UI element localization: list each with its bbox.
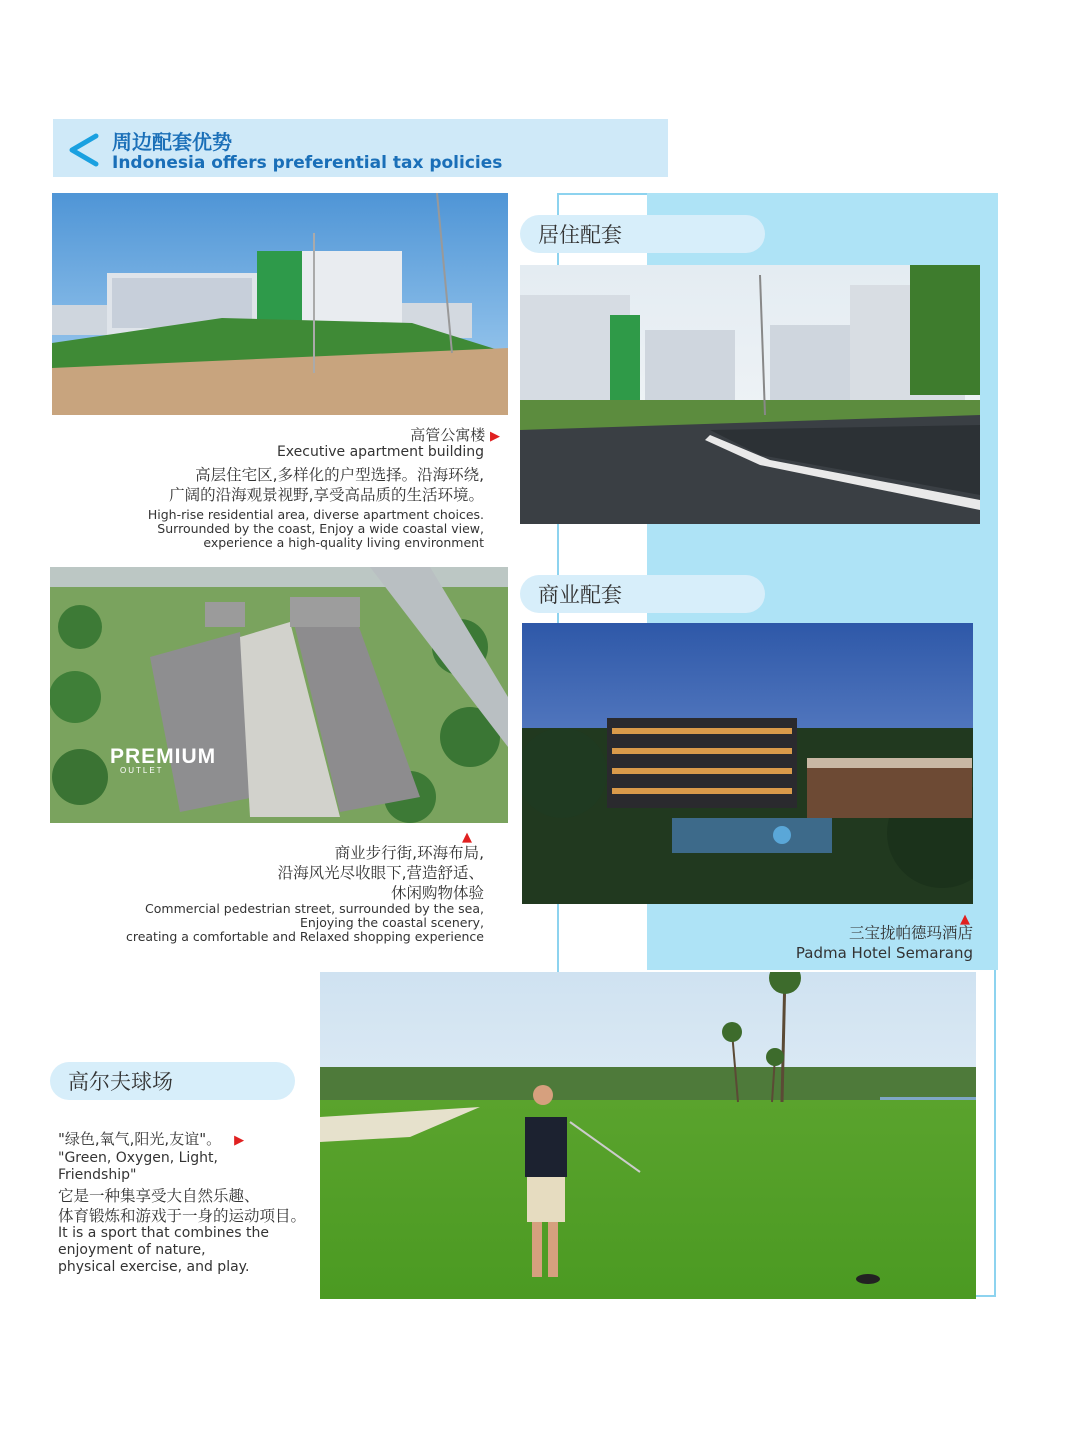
executive-apartment-photo: [52, 193, 508, 415]
padma-hotel-photo: [522, 623, 973, 904]
residential-area-photo: [520, 265, 980, 524]
pill-golf: 高尔夫球场: [50, 1062, 295, 1100]
residential-desc-cn-1: 高层住宅区,多样化的户型选择。沿海环绕,: [195, 466, 484, 484]
header-title-cn: 周边配套优势: [112, 130, 232, 154]
hotel-name-cn: 三宝拢帕德玛酒店: [848, 924, 973, 942]
premium-outlet-logo: PREMIUM: [110, 745, 217, 768]
residential-caption-title-en: Executive apartment building: [276, 444, 484, 460]
golf-line-en-2: Friendship": [58, 1167, 137, 1183]
residential-desc-en-2: Surrounded by the coast, Enjoy a wide coastal view,: [157, 521, 484, 536]
golf-line-cn-3: 体育锻炼和游戏于一身的运动项目。: [58, 1207, 307, 1225]
premium-outlet-logo-sub: OUTLET: [120, 766, 164, 775]
pill-commercial: 商业配套: [520, 575, 765, 613]
residential-desc-en-1: High-rise residential area, diverse apartment choices.: [147, 507, 484, 522]
pill-residential: 居住配套: [520, 215, 765, 253]
commercial-desc-en-1: Commercial pedestrian street, surrounded by the sea,: [145, 901, 484, 916]
red-triangle-right-icon: ▶: [490, 429, 500, 444]
golf-line-en-1: "Green, Oxygen, Light,: [58, 1150, 218, 1166]
hotel-name-en: Padma Hotel Semarang: [795, 944, 973, 962]
commercial-desc-cn-1: 商业步行街,环海布局,: [334, 844, 484, 862]
residential-desc-cn-2: 广阔的沿海观景视野,享受高品质的生活环境。: [169, 486, 484, 504]
golf-line-cn-1: [58, 1128, 244, 1149]
caption-title-cn: 高管公寓楼: [410, 426, 486, 444]
commercial-desc-en-3: creating a comfortable and Relaxed shopping experience: [125, 929, 484, 944]
golf-course-photo: [320, 972, 976, 1299]
header-title-en: Indonesia offers preferential tax policies: [112, 153, 503, 173]
residential-caption-title-cn: [300, 424, 500, 445]
golf-line-en-3: It is a sport that combines the: [58, 1225, 269, 1241]
residential-desc-en-3: experience a high-quality living environment: [203, 535, 484, 550]
hotel-red-triangle-up-icon: ▲: [960, 912, 970, 927]
golf-line-cn-2: 它是一种集享受大自然乐趣、: [58, 1187, 260, 1205]
commercial-desc-cn-2: 沿海风光尽收眼下,营造舒适、: [277, 864, 484, 882]
commercial-desc-en-2: Enjoying the coastal scenery,: [299, 915, 484, 930]
premium-outlet-photo: [50, 567, 508, 823]
commercial-desc-cn-3: 休闲购物体验: [390, 884, 484, 902]
golf-line-en-4: enjoyment of nature,: [58, 1242, 206, 1258]
golf-red-triangle-right-icon: ▶: [225, 1133, 245, 1148]
red-triangle-up-icon: ▲: [462, 830, 472, 845]
chevron-left-icon: [64, 130, 104, 170]
golf-line-en-5: physical exercise, and play.: [58, 1259, 250, 1275]
golf-line-cn-1-text: "绿色,氧气,阳光,友谊"。: [58, 1130, 222, 1148]
